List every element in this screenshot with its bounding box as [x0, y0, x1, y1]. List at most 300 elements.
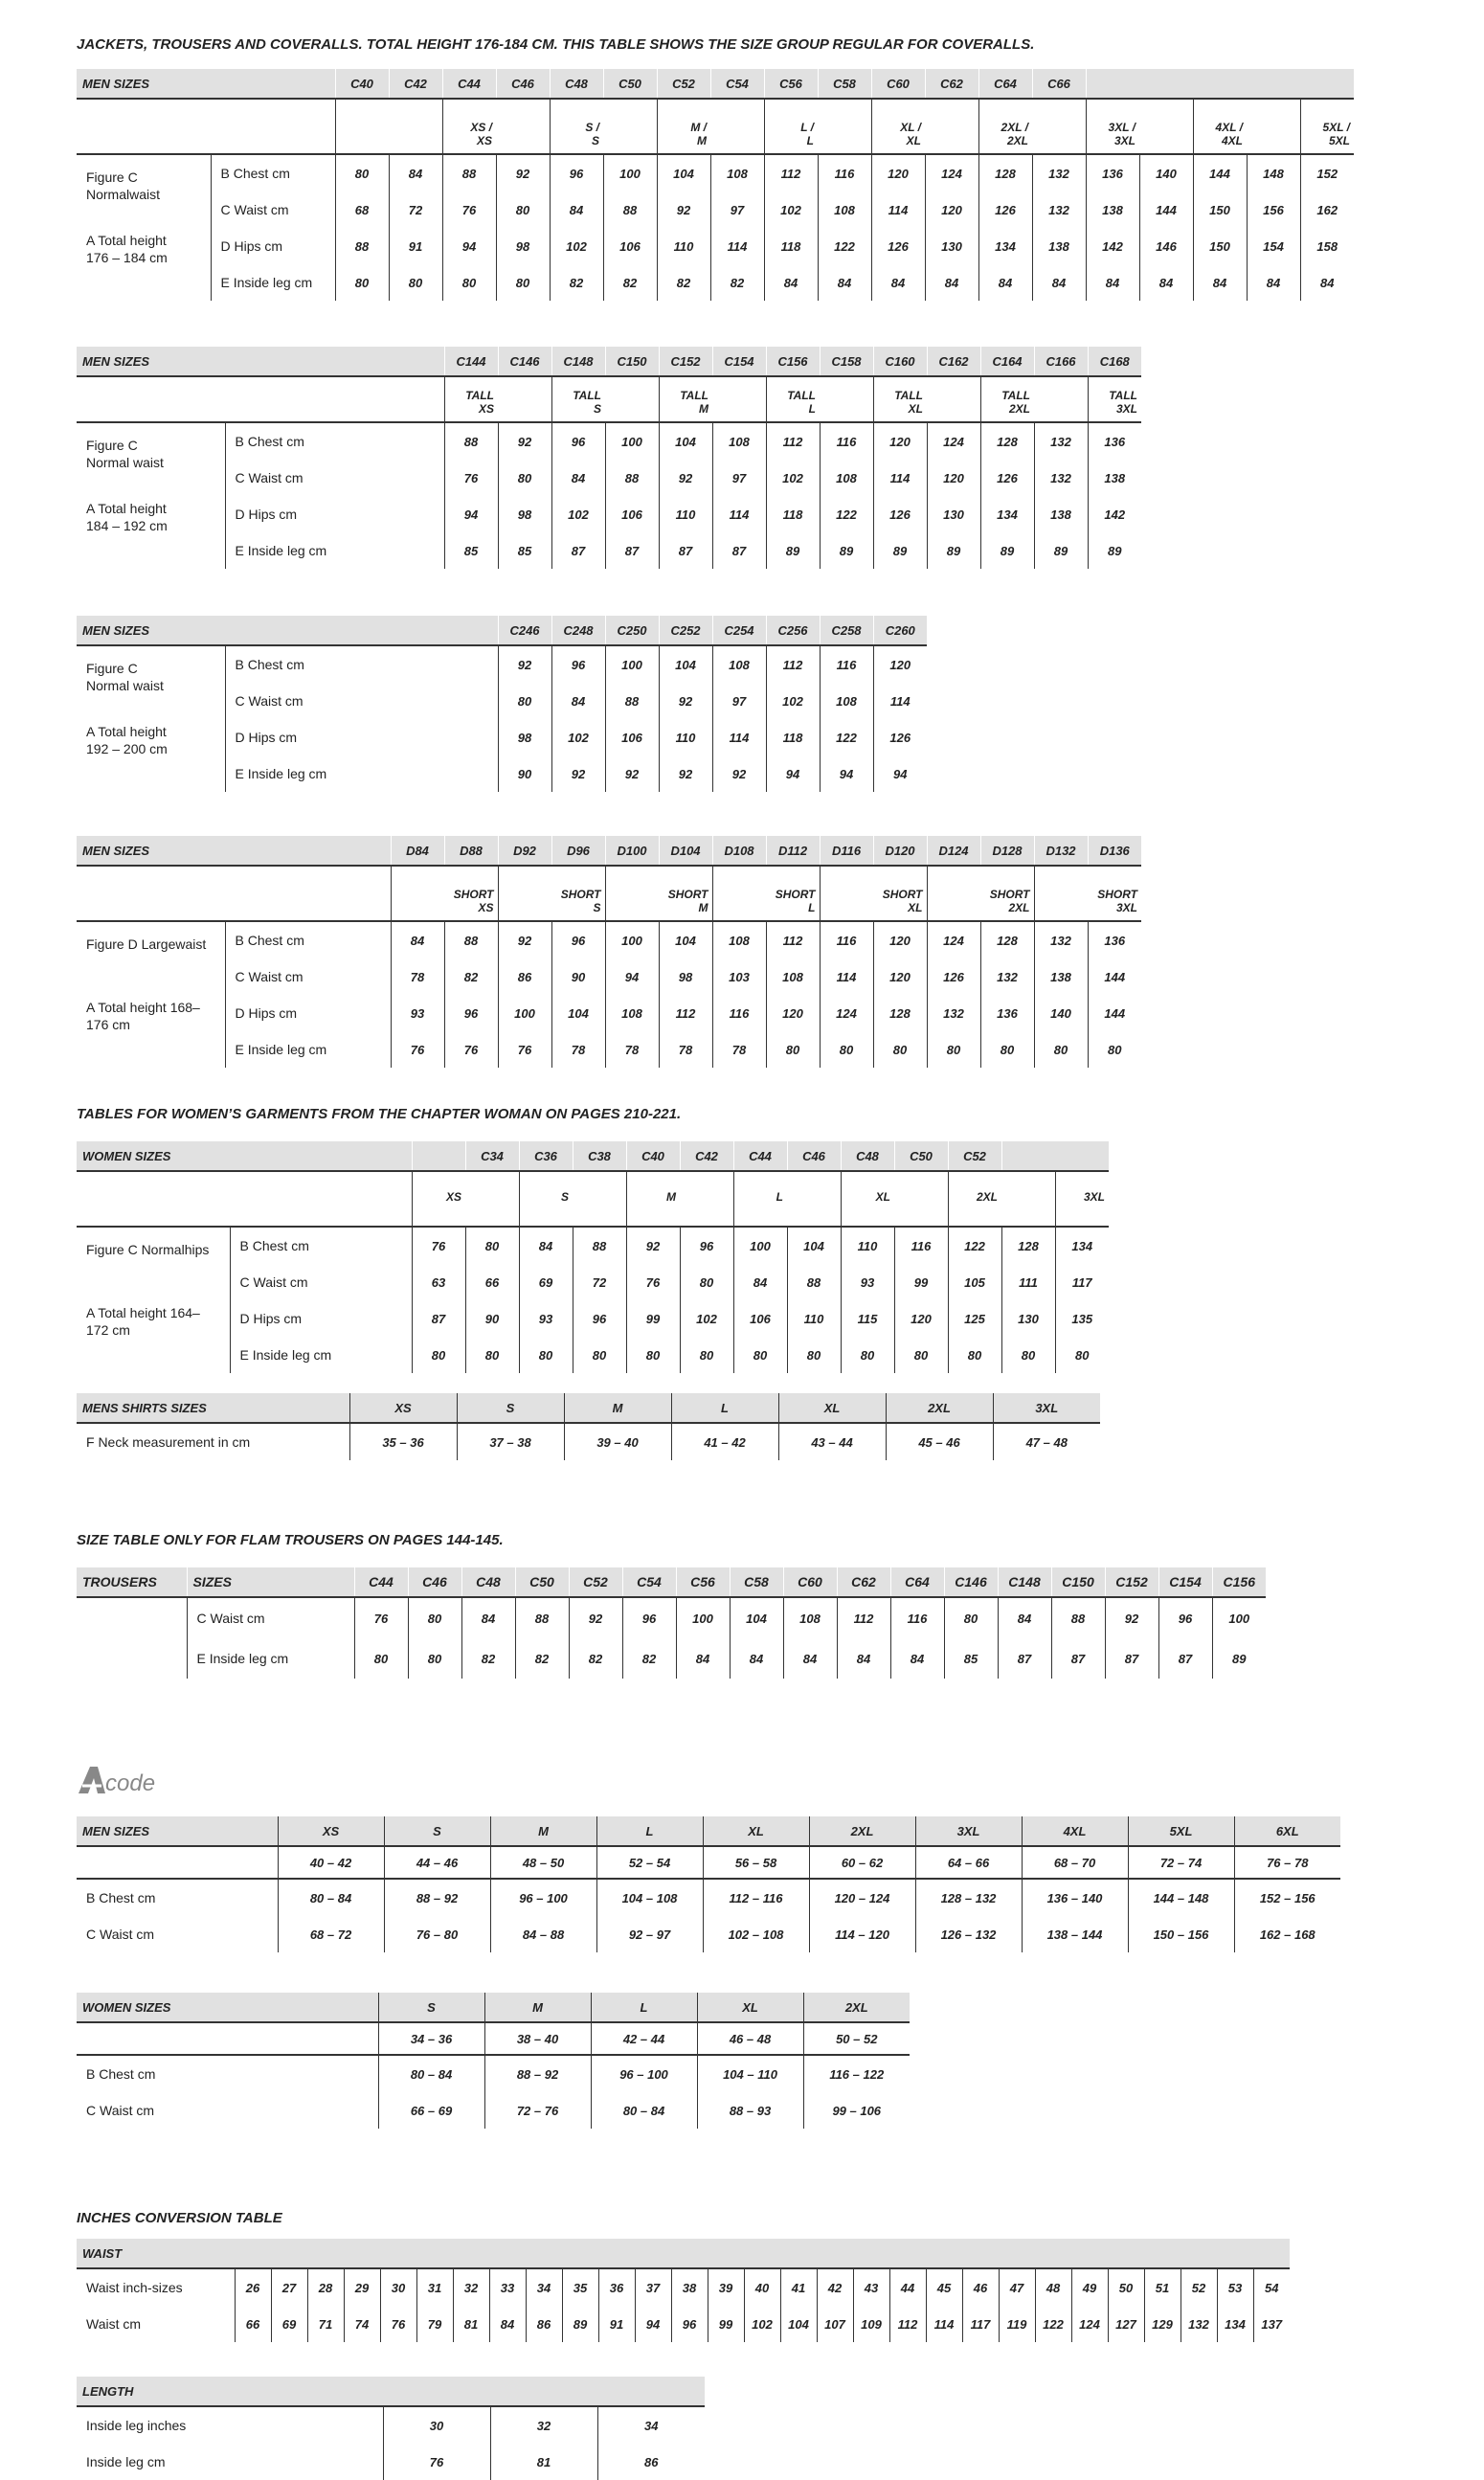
value-cell: 108 — [766, 958, 820, 995]
value-cell: 68 — [335, 192, 389, 228]
value-cell: 111 — [1001, 1264, 1055, 1300]
acode-women-table — [77, 1993, 910, 2129]
value-cell: 89 — [1212, 1638, 1266, 1679]
value-cell: 100 — [498, 995, 551, 1031]
header-row — [77, 69, 1354, 99]
value-cell: 130 — [927, 496, 980, 532]
value-cell: 47 – 48 — [993, 1423, 1100, 1460]
men-short-table — [77, 836, 1141, 1068]
header-label: LENGTH — [77, 2377, 705, 2406]
height-line: 176 cm — [86, 1017, 130, 1032]
value-cell: 116 — [894, 1227, 948, 1264]
value-cell: 93 — [841, 1264, 894, 1300]
size-header: C146 — [498, 347, 551, 376]
row-label: C Waist cm — [86, 2103, 155, 2118]
row-label: F Neck measurement in cm — [86, 1434, 251, 1450]
value-cell: 89 — [927, 532, 980, 569]
value-cell: 128 — [978, 154, 1032, 192]
value-cell: 40 — [744, 2268, 780, 2306]
value-cell: 104 — [657, 154, 710, 192]
row-label: C Waist cm — [225, 460, 444, 496]
header-label: WAIST — [77, 2239, 1290, 2268]
value-cell: 120 — [873, 958, 927, 995]
header-trousers: TROUSERS — [77, 1567, 187, 1597]
row-label: D Hips cm — [230, 1300, 412, 1337]
value-cell: 80 — [787, 1337, 841, 1373]
row-label: Inside leg cm — [86, 2454, 166, 2469]
value-cell: 126 — [978, 192, 1032, 228]
value-cell: 92 — [659, 460, 712, 496]
value-cell: 84 — [837, 1638, 890, 1679]
size-header: C156 — [1212, 1567, 1266, 1597]
group-cell — [1139, 99, 1193, 154]
value-cell: 78 — [605, 1031, 659, 1068]
value-cell: 132 — [1034, 921, 1088, 958]
group-cell — [391, 866, 444, 921]
value-cell: 88 – 93 — [697, 2092, 803, 2129]
height-line: A Total height — [86, 501, 167, 516]
value-cell: 80 — [496, 264, 550, 301]
value-cell: 49 — [1071, 2268, 1108, 2306]
value-cell: 42 — [817, 2268, 853, 2306]
group-cell — [496, 99, 550, 154]
value-cell: 116 — [890, 1597, 944, 1638]
size-header: L — [596, 1816, 703, 1846]
group-cell — [712, 866, 766, 921]
group-top: TALL — [1109, 389, 1137, 402]
value-cell: 125 — [948, 1300, 1001, 1337]
value-cell: 84 — [1300, 264, 1354, 301]
group-size: 2XL — [1006, 134, 1028, 147]
group-top: M / — [690, 121, 707, 134]
size-header: C156 — [766, 347, 820, 376]
value-cell: 84 — [551, 460, 605, 496]
value-cell: 44 — [889, 2268, 926, 2306]
group-cell — [389, 99, 442, 154]
row-label: E Inside leg cm — [225, 532, 444, 569]
value-cell: 108 — [712, 921, 766, 958]
value-cell: 80 — [389, 264, 442, 301]
value-cell: 80 — [680, 1337, 733, 1373]
value-cell: 92 – 97 — [596, 1916, 703, 1952]
value-cell: 84 — [1247, 264, 1300, 301]
value-cell: 116 — [820, 422, 873, 460]
value-cell: 92 — [626, 1227, 680, 1264]
row-label: B Chest cm — [86, 1890, 156, 1905]
header-label: WOMEN SIZES — [77, 1993, 378, 2022]
value-cell: 140 — [1034, 995, 1088, 1031]
header-row — [77, 1816, 1340, 1846]
value-cell: 80 — [873, 1031, 927, 1068]
value-cell: 89 — [562, 2306, 598, 2342]
size-header: C162 — [927, 347, 980, 376]
value-cell: 88 – 92 — [484, 2055, 591, 2092]
figure-label — [77, 422, 225, 496]
value-cell: 96 — [573, 1300, 626, 1337]
value-cell: 124 — [925, 154, 978, 192]
group-size: L — [806, 134, 814, 147]
group-top: TALL — [894, 389, 923, 402]
group-cell — [1032, 99, 1086, 154]
value-cell: 128 — [1001, 1227, 1055, 1264]
group-top: SHORT — [453, 888, 494, 901]
range-cell: 38 – 40 — [484, 2022, 591, 2055]
height-line: 192 – 200 cm — [86, 741, 168, 756]
group-cell — [927, 866, 980, 921]
row-label: D Hips cm — [225, 995, 391, 1031]
value-cell: 87 — [1051, 1638, 1105, 1679]
size-header: D88 — [444, 836, 498, 866]
value-cell: 120 — [766, 995, 820, 1031]
group-top: SHORT — [989, 888, 1030, 901]
size-header: C58 — [730, 1567, 783, 1597]
group-cell — [1001, 1171, 1055, 1227]
value-cell: 138 — [1034, 496, 1088, 532]
height-line: A Total height 164– — [86, 1305, 200, 1320]
value-cell: 78 — [391, 958, 444, 995]
size-header: C50 — [603, 69, 657, 99]
group-cell — [766, 376, 820, 422]
value-cell: 29 — [344, 2268, 380, 2306]
value-cell: 98 — [659, 958, 712, 995]
value-cell: 82 — [603, 264, 657, 301]
size-header: C252 — [659, 616, 712, 645]
table7-title: SIZE TABLE ONLY FOR FLAM TROUSERS ON PAGES 144-145. — [77, 1532, 504, 1548]
value-cell: 120 — [873, 645, 927, 683]
size-header: C56 — [676, 1567, 730, 1597]
value-cell: 96 — [622, 1597, 676, 1638]
table-row — [77, 1916, 1340, 1952]
row-label: Inside leg inches — [86, 2418, 187, 2433]
value-cell: 88 — [605, 683, 659, 719]
value-cell: 36 — [598, 2268, 635, 2306]
value-cell: 41 – 42 — [671, 1423, 778, 1460]
size-header: C152 — [659, 347, 712, 376]
value-cell: 66 — [465, 1264, 519, 1300]
value-cell: 130 — [925, 228, 978, 264]
group-top: TALL — [787, 389, 816, 402]
size-header: C148 — [551, 347, 605, 376]
men-tall-extra-table — [77, 616, 927, 792]
table-row — [77, 460, 1141, 496]
blank — [77, 1638, 187, 1679]
value-cell: 84 — [925, 264, 978, 301]
value-cell: 127 — [1108, 2306, 1144, 2342]
size-header: S — [457, 1393, 564, 1423]
acode-logo — [77, 1765, 191, 1800]
value-cell: 138 — [1034, 958, 1088, 995]
size-header: C44 — [354, 1567, 408, 1597]
row-label: E Inside leg cm — [230, 1337, 412, 1373]
size-header: C52 — [569, 1567, 622, 1597]
header-label: MEN SIZES — [77, 347, 444, 376]
table-row — [77, 1264, 1109, 1300]
value-cell: 138 – 144 — [1022, 1916, 1128, 1952]
value-cell: 96 — [671, 2306, 708, 2342]
size-header: C250 — [605, 616, 659, 645]
value-cell: 102 – 108 — [703, 1916, 809, 1952]
value-cell: 124 — [820, 995, 873, 1031]
value-cell: 34 — [597, 2406, 705, 2444]
group-size: 3XL — [1115, 402, 1137, 416]
group-row — [77, 376, 1141, 422]
size-header: C66 — [1032, 69, 1086, 99]
group-cell: 2XL — [948, 1171, 1001, 1227]
group-cell — [659, 866, 712, 921]
value-cell: 134 — [1055, 1227, 1109, 1264]
table1-title: JACKETS, TROUSERS AND COVERALLS. TOTAL HEIGHT 176-184 CM. THIS TABLE SHOWS THE SIZE GROUP REGULAR FOR COVERALLS. — [77, 36, 1035, 53]
value-cell: 92 — [498, 422, 551, 460]
header-label: MENS SHIRTS SIZES — [77, 1393, 349, 1423]
value-cell: 114 — [871, 192, 925, 228]
size-header: C42 — [389, 69, 442, 99]
value-cell: 84 — [489, 2306, 526, 2342]
group-size: L — [808, 402, 816, 416]
value-cell: 108 — [818, 192, 871, 228]
table-row — [77, 645, 927, 683]
header-label: WOMEN SIZES — [77, 1141, 412, 1171]
range-row — [77, 1846, 1340, 1879]
table-row — [77, 1638, 1266, 1679]
value-cell: 98 — [496, 228, 550, 264]
value-cell: 87 — [659, 532, 712, 569]
value-cell: 80 — [465, 1227, 519, 1264]
group-size: XL — [906, 134, 921, 147]
group-cell — [787, 1171, 841, 1227]
group-cell — [603, 99, 657, 154]
value-cell: 80 — [498, 460, 551, 496]
table-row — [77, 228, 1354, 264]
size-header: C44 — [733, 1141, 787, 1171]
value-cell: 33 — [489, 2268, 526, 2306]
value-cell: 128 — [980, 921, 1034, 958]
table-row — [77, 532, 1141, 569]
group-size: S — [591, 134, 599, 147]
range-cell: 52 – 54 — [596, 1846, 703, 1879]
value-cell: 80 — [766, 1031, 820, 1068]
logo-text: code — [105, 1770, 156, 1795]
value-cell: 80 — [894, 1337, 948, 1373]
size-header: C60 — [871, 69, 925, 99]
value-cell: 130 — [1001, 1300, 1055, 1337]
value-cell: 78 — [551, 1031, 605, 1068]
value-cell: 99 — [894, 1264, 948, 1300]
size-header: C148 — [998, 1567, 1051, 1597]
group-top: SHORT — [882, 888, 923, 901]
size-header: C168 — [1088, 347, 1141, 376]
value-cell: 148 — [1247, 154, 1300, 192]
group-size: XS — [478, 402, 494, 416]
group-row — [77, 99, 1354, 154]
header-label: MEN SIZES — [77, 836, 391, 866]
value-cell: 114 — [926, 2306, 962, 2342]
value-cell: 76 — [354, 1597, 408, 1638]
value-cell: 78 — [712, 1031, 766, 1068]
group-size: L — [808, 901, 816, 914]
value-cell: 88 — [787, 1264, 841, 1300]
range-cell: 60 – 62 — [809, 1846, 915, 1879]
size-header: C52 — [657, 69, 710, 99]
value-cell: 84 — [1139, 264, 1193, 301]
value-cell: 80 — [519, 1337, 573, 1373]
value-cell: 80 — [408, 1597, 461, 1638]
value-cell: 91 — [389, 228, 442, 264]
size-header: C248 — [551, 616, 605, 645]
size-header: D108 — [712, 836, 766, 866]
group-cell — [927, 376, 980, 422]
value-cell: 68 – 72 — [278, 1916, 384, 1952]
table-row — [77, 1031, 1141, 1068]
group-cell — [1088, 866, 1141, 921]
height-line: 172 cm — [86, 1322, 130, 1338]
value-cell: 87 — [1158, 1638, 1212, 1679]
value-cell: 114 — [873, 683, 927, 719]
size-header: S — [378, 1993, 484, 2022]
table10-title: INCHES CONVERSION TABLE — [77, 2210, 282, 2226]
value-cell: 152 – 156 — [1234, 1879, 1340, 1916]
value-cell: 80 — [948, 1337, 1001, 1373]
value-cell: 89 — [766, 532, 820, 569]
value-cell: 129 — [1144, 2306, 1180, 2342]
table-row — [77, 1300, 1109, 1337]
value-cell: 144 — [1088, 995, 1141, 1031]
value-cell: 91 — [598, 2306, 635, 2342]
value-cell: 32 — [453, 2268, 489, 2306]
value-cell: 99 — [708, 2306, 744, 2342]
range-cell: 76 – 78 — [1234, 1846, 1340, 1879]
group-cell — [820, 866, 873, 921]
group-cell — [980, 376, 1034, 422]
table-row — [77, 2092, 910, 2129]
value-cell: 98 — [498, 719, 551, 755]
value-cell: 100 — [605, 921, 659, 958]
size-header: C44 — [442, 69, 496, 99]
value-cell: 84 — [818, 264, 871, 301]
figure-line: Normal waist — [86, 678, 164, 693]
value-cell: 32 — [490, 2406, 597, 2444]
value-cell: 87 — [712, 532, 766, 569]
value-cell: 120 — [927, 460, 980, 496]
value-cell: 84 — [764, 264, 818, 301]
value-cell: 138 — [1032, 228, 1086, 264]
value-cell: 82 — [657, 264, 710, 301]
group-cell: L — [733, 1171, 787, 1227]
row-label: Waist cm — [86, 2316, 142, 2332]
header-label: MEN SIZES — [77, 69, 335, 99]
value-cell: 80 — [1001, 1337, 1055, 1373]
value-cell: 92 — [657, 192, 710, 228]
value-cell: 126 — [871, 228, 925, 264]
value-cell: 82 — [569, 1638, 622, 1679]
value-cell: 103 — [712, 958, 766, 995]
value-cell: 84 — [676, 1638, 730, 1679]
size-header: C154 — [1158, 1567, 1212, 1597]
size-header: D100 — [605, 836, 659, 866]
table-row — [77, 154, 1354, 192]
header-row — [77, 1393, 1100, 1423]
row-label: B Chest cm — [225, 921, 391, 958]
value-cell: 137 — [1253, 2306, 1290, 2342]
value-cell: 43 — [853, 2268, 889, 2306]
value-cell: 96 – 100 — [591, 2055, 697, 2092]
table-row — [77, 1879, 1340, 1916]
value-cell: 84 — [1086, 264, 1139, 301]
value-cell: 45 – 46 — [886, 1423, 993, 1460]
value-cell: 112 — [766, 921, 820, 958]
value-cell: 66 – 69 — [378, 2092, 484, 2129]
value-cell: 142 — [1088, 496, 1141, 532]
value-cell: 96 — [680, 1227, 733, 1264]
group-cell — [764, 99, 818, 154]
size-header: C154 — [712, 347, 766, 376]
size-header: D124 — [927, 836, 980, 866]
blank — [77, 1846, 278, 1879]
value-cell: 108 — [710, 154, 764, 192]
group-blank — [77, 99, 335, 154]
group-top: 5XL / — [1322, 121, 1350, 134]
size-header: C52 — [948, 1141, 1001, 1171]
value-cell: 82 — [710, 264, 764, 301]
figure-line: Normal waist — [86, 455, 164, 470]
value-cell: 104 — [659, 422, 712, 460]
value-cell: 86 — [597, 2444, 705, 2480]
value-cell: 94 — [442, 228, 496, 264]
group-size: 2XL — [1008, 901, 1030, 914]
group-cell — [550, 99, 603, 154]
value-cell: 37 – 38 — [457, 1423, 564, 1460]
value-cell: 104 — [730, 1597, 783, 1638]
value-cell: 128 — [980, 422, 1034, 460]
value-cell: 110 — [659, 719, 712, 755]
size-header: C54 — [622, 1567, 676, 1597]
range-row — [77, 2022, 910, 2055]
value-cell: 80 — [980, 1031, 1034, 1068]
value-cell: 88 — [444, 921, 498, 958]
group-cell — [894, 1171, 948, 1227]
range-cell: 42 – 44 — [591, 2022, 697, 2055]
value-cell: 154 — [1247, 228, 1300, 264]
value-cell: 107 — [817, 2306, 853, 2342]
group-size: M — [699, 402, 708, 416]
value-cell: 54 — [1253, 2268, 1290, 2306]
value-cell: 80 — [820, 1031, 873, 1068]
range-cell: 46 – 48 — [697, 2022, 803, 2055]
table5-title: TABLES FOR WOMEN’S GARMENTS FROM THE CHAPTER WOMAN ON PAGES 210-221. — [77, 1106, 682, 1122]
value-cell: 84 — [391, 921, 444, 958]
size-header: C144 — [444, 347, 498, 376]
value-cell: 81 — [490, 2444, 597, 2480]
value-cell: 100 — [603, 154, 657, 192]
size-header: C260 — [873, 616, 927, 645]
group-top: TALL — [1001, 389, 1030, 402]
value-cell: 138 — [1086, 192, 1139, 228]
row-label: D Hips cm — [211, 228, 335, 264]
header-sizes: SIZES — [187, 1567, 354, 1597]
value-cell: 92 — [1105, 1597, 1158, 1638]
value-cell: 85 — [444, 532, 498, 569]
value-cell: 39 — [708, 2268, 744, 2306]
value-cell: 142 — [1086, 228, 1139, 264]
value-cell: 106 — [603, 228, 657, 264]
value-cell: 92 — [659, 683, 712, 719]
size-header: D120 — [873, 836, 927, 866]
height-line: A Total height — [86, 724, 167, 739]
value-cell: 35 – 36 — [349, 1423, 457, 1460]
size-header: XL — [703, 1816, 809, 1846]
group-cell: M — [626, 1171, 680, 1227]
length-conversion-table — [77, 2377, 705, 2480]
value-cell: 124 — [927, 422, 980, 460]
